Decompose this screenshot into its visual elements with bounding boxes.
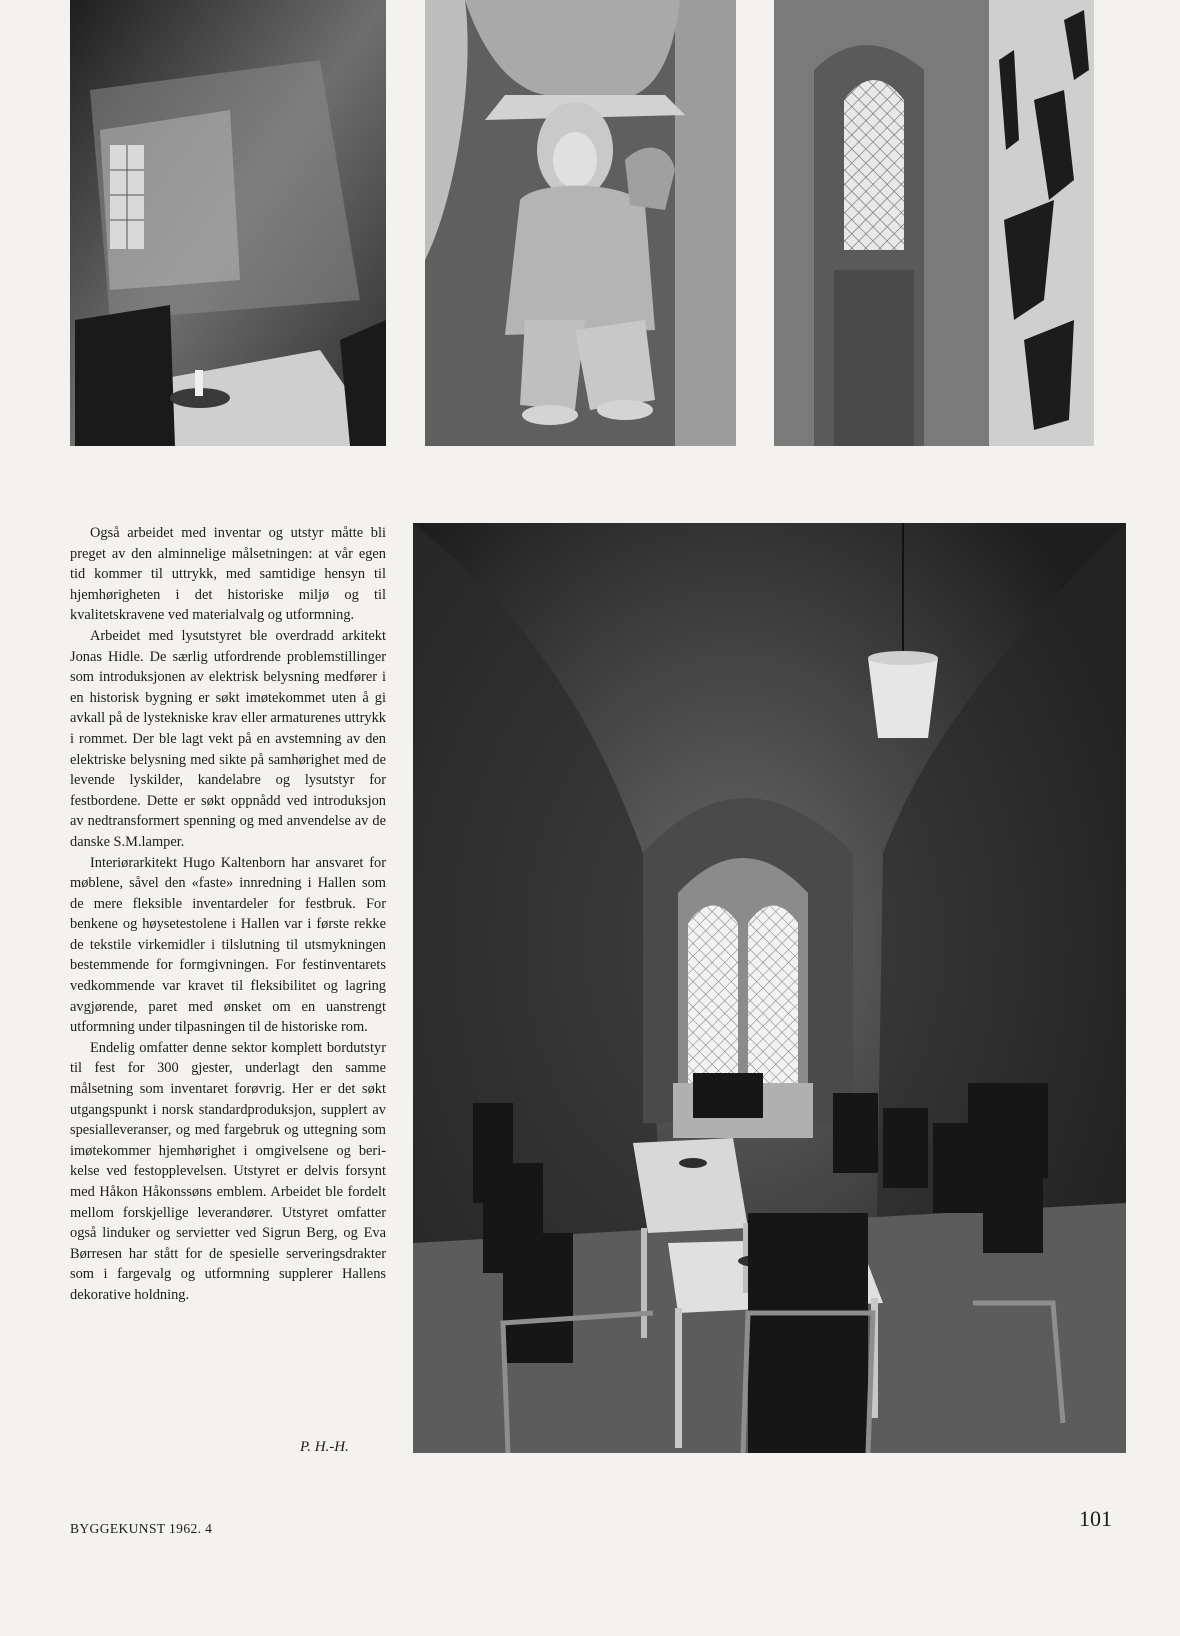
photo-hall-interior: [413, 523, 1126, 1453]
hall-interior-image: [413, 523, 1126, 1453]
article-paragraph-2: Arbeidet med lysutstyret ble overdradd arkitekt Jonas Hidle. De særlig utfordrende problemstillinger som introduksjonen av elektrisk belysning medfører i en historisk bygning er søkt imøtekommet uten å gi avkall på de lystekniske krav eller armaturenes uttrykk i rommet. Der ble lagt vekt på en avstemning av den elektriske belysning med sikte på samhørighet med de levende lyskilder, kandelabre og lysutstyr for festbordene. Dette er søkt oppnådd ved introduksjon av nedtransformert spenning og med anvendelse av de danske S.M.lamper.: [70, 627, 386, 850]
window-nook-image: [70, 0, 386, 446]
photo-window-nook: [70, 0, 386, 446]
article-paragraph-3: Interiørarkitekt Hugo Kaltenborn har ansvaret for møblene, såvel den «faste» innredning i Hallen som de mere fleksible inventardeler for festbruk. For benkene og høysetestolene i Hallen var i første rekke de tekstile virkemidler i tilslutning til utsmykningen bestemmende for formgivningen. For festinventarets vedkommende var kravet til fleksibilitet og lagring avgjørende, paret med ønsket om en uanstrengt utformning under tilpasningen til de historiske rom.: [70, 854, 386, 1036]
photo-lancet-window: [774, 0, 1094, 446]
article-paragraph-1: Også arbeidet med inventar og utstyr måtte bli preget av den alminnelige målsetningen: at vår egen tid kommer til uttrykk, med samtidige hensyn til hjemhørigheten i det historiske miljø og til kvalitetskravene ved materialvalg og utformning.: [70, 525, 386, 624]
publication-footer: BYGGEKUNST 1962. 4: [70, 1521, 213, 1536]
article-body: [70, 523, 386, 1306]
author-signature: P. H.-H.: [300, 1439, 349, 1455]
lancet-window-image: [774, 0, 1094, 446]
corbel-figure-image: [425, 0, 736, 446]
article-paragraph-4: Endelig omfatter denne sektor komplett bordutstyr til fest for 300 gjester, underlagt den samme målsetning som inventaret forøvrig. Her er det søkt utgangspunkt i norsk standardproduksjon, supplert av spesialleveranser, og med fargebruk og uttegning som imøtekommer hjemhørighet i omgivelsene og berikelse ved festopplevelsen. Utstyret er delvis forsynt med Håkon Håkonssøns emblem. Arbeidet ble fordelt mellom forskjellige leverandører. Utstyret omfatter også linduker og servietter ved Sigrun Berg, og Eva Børresen har stått for de spesielle serveringsdrakter som i fargevalg og utformning supplerer Hallens dekorative holdning.: [70, 1039, 386, 1303]
page-number: 101: [1079, 1506, 1112, 1531]
photo-corbel-figure: [425, 0, 736, 446]
